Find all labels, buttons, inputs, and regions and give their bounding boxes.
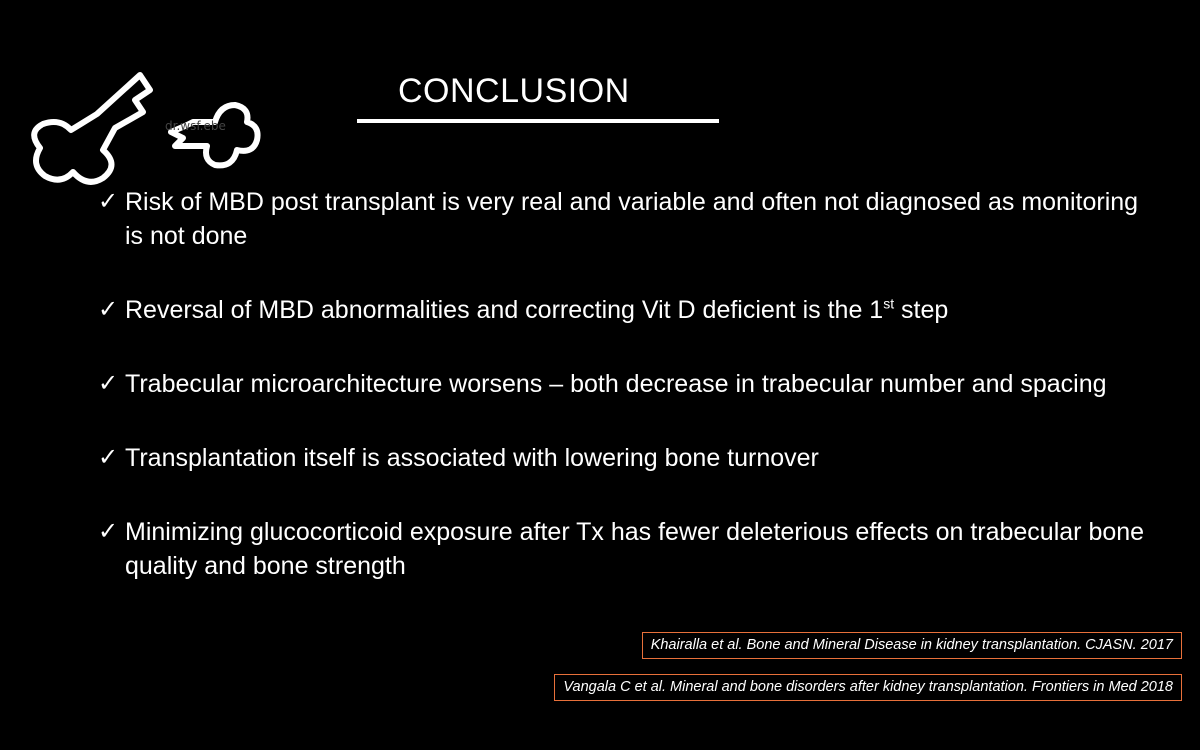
- bullet-superscript: st: [883, 295, 895, 312]
- bullet-text-tail: step: [894, 296, 949, 324]
- bullet-text: Minimizing glucocorticoid exposure after Tx has fewer deleterious effects on trabecular bone quality and bone strength: [125, 518, 1145, 580]
- reference-citation: Vangala C et al. Mineral and bone disorders after kidney transplantation. Frontiers in Med 2018: [554, 674, 1182, 701]
- bullet-text: Risk of MBD post transplant is very real and variable and often not diagnosed as monitoring is not done: [125, 188, 1139, 250]
- reference-citation: Khairalla et al. Bone and Mineral Disease in kidney transplantation. CJASN. 2017: [642, 632, 1182, 659]
- checkmark-icon: ✓: [98, 188, 119, 215]
- logo-watermark: dr.wsf.ebe: [165, 119, 226, 133]
- title-underline: [357, 119, 719, 123]
- bullet-item: [98, 185, 1158, 253]
- broken-bone-icon: [25, 50, 265, 200]
- checkmark-icon: ✓: [98, 296, 119, 323]
- conclusion-list: [98, 185, 1158, 623]
- bullet-item: [98, 293, 1158, 327]
- slide-title: CONCLUSION: [398, 72, 630, 110]
- bullet-item: [98, 441, 1158, 475]
- bullet-item: [98, 367, 1158, 401]
- checkmark-icon: ✓: [98, 370, 119, 397]
- bullet-text: Trabecular microarchitecture worsens – both decrease in trabecular number and spacing: [125, 370, 1107, 398]
- bullet-text: Reversal of MBD abnormalities and correcting Vit D deficient is the 1: [125, 296, 884, 324]
- bullet-text: Transplantation itself is associated with lowering bone turnover: [125, 444, 819, 472]
- bullet-item: [98, 515, 1158, 583]
- checkmark-icon: ✓: [98, 444, 119, 471]
- checkmark-icon: ✓: [98, 518, 119, 545]
